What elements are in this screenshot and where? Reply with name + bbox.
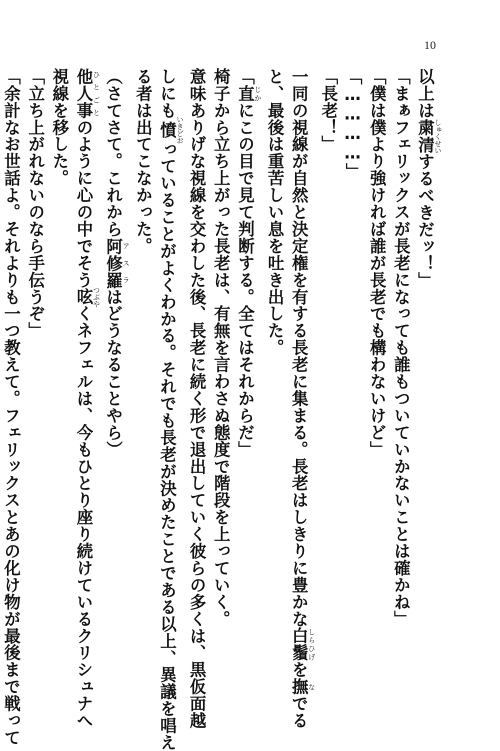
text-line-9: 椅子から立ち上がった長老は、有無を言わさぬ態度で階段を上っていく。 bbox=[211, 68, 231, 628]
text-line-8: 「直 じかにこの目で見て判断する。全てはそれからだ」 bbox=[235, 68, 262, 458]
furigana-tsubuyaku: 呟 つぶや bbox=[73, 286, 101, 308]
text-line-13: （さてさて。これから阿修羅 アスラはどうなることやら） bbox=[103, 68, 131, 458]
furigana-shirohige: 白鬚 しらひげ bbox=[289, 627, 316, 662]
furigana-ashura: 阿修羅 アスラ bbox=[103, 237, 131, 289]
furigana-shukusei: 粛清 しゅくせい bbox=[415, 118, 442, 154]
furigana-ikidoo: 憤 いきどお bbox=[157, 115, 184, 144]
text-line-2: 「まぁフェリックスが長老になっても誰もついていかないことは確かね」 bbox=[391, 68, 411, 628]
text-line-5: 「長老！」 bbox=[318, 68, 338, 153]
furigana-naderu: 撫 な bbox=[289, 678, 316, 696]
text-line-12: る者は出てこなかった。 bbox=[133, 68, 153, 255]
page-number: 10 bbox=[424, 38, 436, 52]
text-line-7: と、最後は重苦しい息を吐き出した。 bbox=[265, 68, 285, 357]
text-line-16: 「立ち上がれないのなら手伝うぞ」 bbox=[25, 68, 45, 340]
body-text bbox=[0, 68, 442, 751]
furigana-jika: 直 じか bbox=[235, 84, 262, 102]
furigana-hitogoto: 他人事 ひとごと bbox=[73, 68, 101, 119]
text-line-15: 視線を移した。 bbox=[49, 68, 69, 187]
text-line-14: 他人事 ひとごとのように心の中でそう呟 つぶやくネフェルは、今もひとり座り続けているクリシュナへ bbox=[73, 68, 101, 730]
text-line-3: 「僕は僕より強ければ誰が長老でも構わないけど」 bbox=[367, 68, 387, 458]
text-line-10: 意味ありげな視線を交わした後、長老に続く形で退出していく彼らの多くは、黒仮面越 bbox=[187, 68, 207, 730]
text-line-6: 一同の視線が自然と決定権を有する長老に集まる。長老はしきりに豊かな白鬚 しらひげを撫 なでる bbox=[289, 68, 316, 730]
text-line-4: 「…………」 bbox=[343, 68, 363, 181]
text-line-11: しにも憤 いきどおっていることがよくわかる。それでも長老が決めたことである以上、異議を唱え bbox=[157, 68, 184, 751]
text-line-1: 以上は粛清 しゅくせいするべきだッ！」 bbox=[415, 68, 442, 289]
text-line-17: 「余計なお世話よ。それよりも一つ教えて。フェリックスとあの化け物が最後まで戦って bbox=[1, 68, 21, 746]
